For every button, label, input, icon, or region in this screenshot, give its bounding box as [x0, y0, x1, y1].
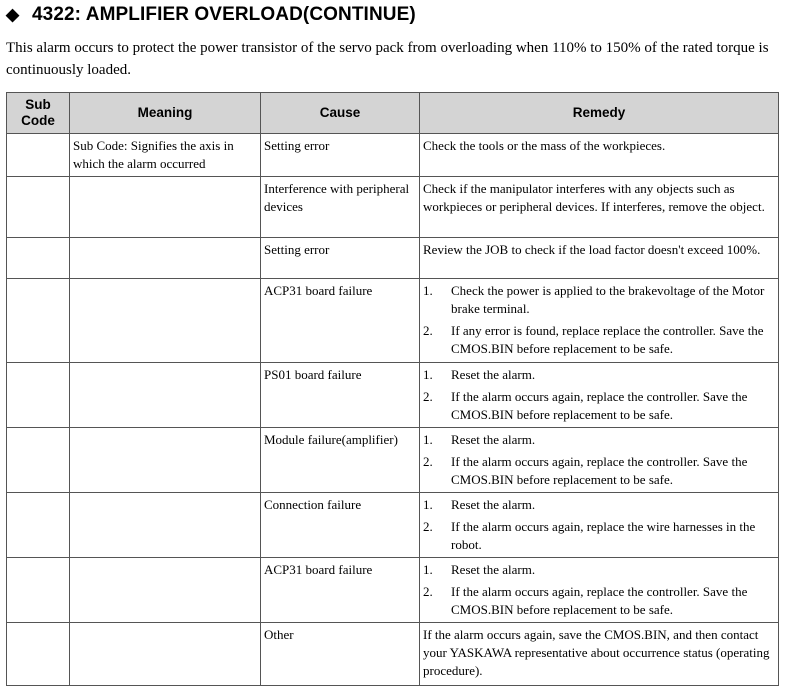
header-remedy: Remedy	[420, 93, 779, 134]
cell-cause: PS01 board failure	[261, 363, 420, 428]
table-row	[7, 493, 779, 558]
cell-sub-code	[7, 428, 70, 493]
cell-cause: Interference with peripheral devices	[261, 177, 420, 238]
table-row	[7, 623, 779, 686]
remedy-steps	[423, 561, 775, 619]
cell-sub-code	[7, 493, 70, 558]
cell-sub-code	[7, 558, 70, 623]
cell-meaning	[70, 623, 261, 686]
cell-sub-code	[7, 363, 70, 428]
cell-cause: Module failure(amplifier)	[261, 428, 420, 493]
remedy-steps	[423, 282, 775, 358]
remedy-steps	[423, 366, 775, 424]
remedy-step	[423, 282, 775, 318]
alarm-title	[6, 4, 416, 26]
table-row	[7, 238, 779, 279]
step-text: Reset the alarm.	[451, 432, 536, 447]
step-text: If the alarm occurs again, replace the controller. Save the CMOS.BIN before replacement to be safe.	[451, 454, 748, 487]
step-number: 1.	[423, 367, 433, 382]
remedy-step	[423, 322, 775, 358]
cell-meaning	[70, 558, 261, 623]
cell-remedy: Review the JOB to check if the load factor doesn't exceed 100%.	[420, 238, 779, 279]
step-number: 2.	[423, 584, 433, 599]
remedy-steps	[423, 431, 775, 489]
remedy-step	[423, 583, 775, 619]
cell-meaning	[70, 238, 261, 279]
cell-remedy: Check the tools or the mass of the workpieces.	[420, 134, 779, 177]
table-row	[7, 279, 779, 363]
step-number: 1.	[423, 562, 433, 577]
step-number: 2.	[423, 519, 433, 534]
cell-remedy: Check if the manipulator interferes with any objects such as workpieces or peripheral devices. If interferes, remove the object.	[420, 177, 779, 238]
alarm-table	[6, 92, 779, 686]
table-row	[7, 428, 779, 493]
cell-cause: ACP31 board failure	[261, 279, 420, 363]
cell-cause: ACP31 board failure	[261, 558, 420, 623]
step-number: 1.	[423, 432, 433, 447]
cell-sub-code	[7, 177, 70, 238]
cell-sub-code	[7, 134, 70, 177]
cell-sub-code	[7, 279, 70, 363]
cell-meaning	[70, 493, 261, 558]
cell-cause: Setting error	[261, 134, 420, 177]
header-cause: Cause	[261, 93, 420, 134]
cell-remedy	[420, 493, 779, 558]
step-text: If any error is found, replace replace the controller. Save the CMOS.BIN before replacement to be safe.	[451, 323, 764, 356]
step-text: Check the power is applied to the brakevoltage of the Motor brake terminal.	[451, 283, 765, 316]
cell-meaning	[70, 177, 261, 238]
step-text: If the alarm occurs again, replace the controller. Save the CMOS.BIN before replacement to be safe.	[451, 584, 748, 617]
table-row	[7, 177, 779, 238]
diamond-bullet-icon: ◆	[6, 5, 20, 24]
step-text: Reset the alarm.	[451, 562, 536, 577]
cell-sub-code	[7, 238, 70, 279]
step-number: 2.	[423, 389, 433, 404]
step-text: Reset the alarm.	[451, 497, 536, 512]
step-text: If the alarm occurs again, replace the controller. Save the CMOS.BIN before replacement to be safe.	[451, 389, 748, 422]
header-meaning: Meaning	[70, 93, 261, 134]
step-text: Reset the alarm.	[451, 367, 536, 382]
remedy-step	[423, 453, 775, 489]
cell-cause: Other	[261, 623, 420, 686]
cell-remedy	[420, 363, 779, 428]
cell-meaning	[70, 279, 261, 363]
table-row	[7, 134, 779, 177]
cell-remedy	[420, 428, 779, 493]
cell-sub-code	[7, 623, 70, 686]
step-text: If the alarm occurs again, replace the wire harnesses in the robot.	[451, 519, 756, 552]
remedy-step	[423, 366, 775, 384]
step-number: 1.	[423, 283, 433, 298]
step-number: 1.	[423, 497, 433, 512]
cell-meaning	[70, 428, 261, 493]
table-row	[7, 558, 779, 623]
table-row	[7, 363, 779, 428]
step-number: 2.	[423, 323, 433, 338]
table-header-row	[7, 93, 779, 134]
cell-meaning: Sub Code: Signifies the axis in which the alarm occurred	[70, 134, 261, 177]
cell-meaning	[70, 363, 261, 428]
alarm-description: This alarm occurs to protect the power transistor of the servo pack from overloading when 110% to 150% of the rated torque is continuously loaded.	[6, 40, 769, 78]
cell-cause: Connection failure	[261, 493, 420, 558]
remedy-steps	[423, 496, 775, 554]
cell-remedy	[420, 279, 779, 363]
remedy-step	[423, 518, 775, 554]
remedy-step	[423, 561, 775, 579]
cell-remedy	[420, 558, 779, 623]
remedy-step	[423, 431, 775, 449]
remedy-step	[423, 496, 775, 514]
remedy-step	[423, 388, 775, 424]
header-sub-code: Sub Code	[7, 93, 70, 134]
cell-remedy: If the alarm occurs again, save the CMOS.BIN, and then contact your YASKAWA representative about occurrence status (operating procedure).	[420, 623, 779, 686]
table-body	[7, 134, 779, 686]
cell-cause: Setting error	[261, 238, 420, 279]
step-number: 2.	[423, 454, 433, 469]
alarm-title-text: 4322: AMPLIFIER OVERLOAD(CONTINUE)	[32, 4, 416, 25]
